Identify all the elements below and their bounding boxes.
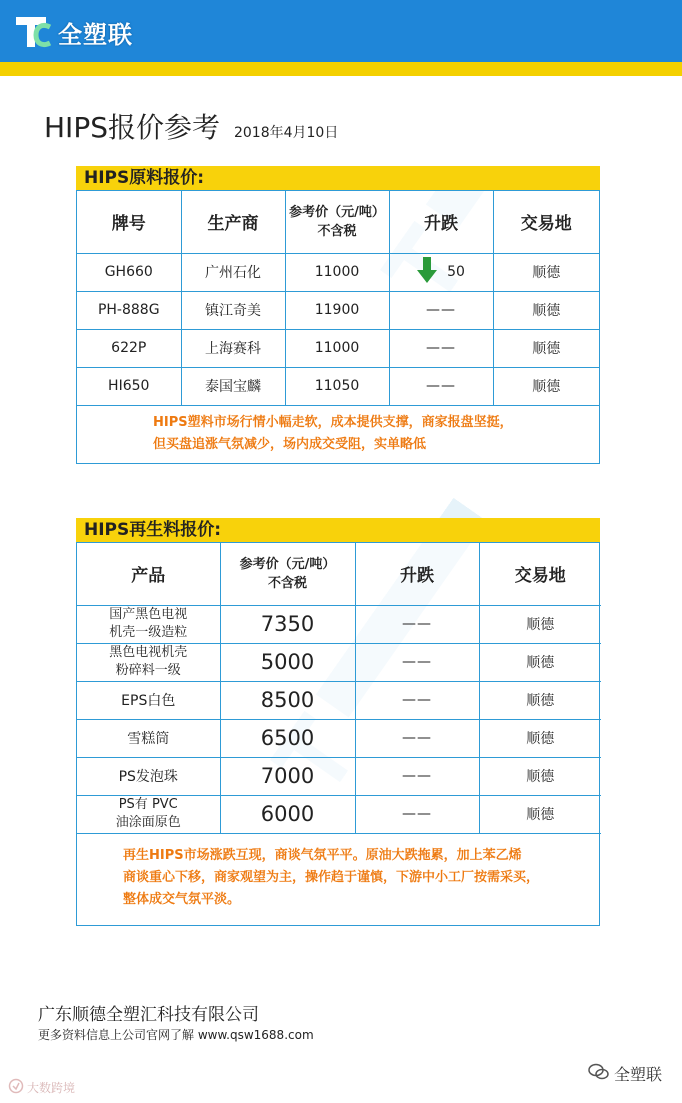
recycled-section-title: HIPS再生料报价:: [76, 518, 600, 542]
cell-producer: 镇江奇美: [181, 291, 285, 329]
cell-product-l2: 机壳一级造粒: [109, 625, 188, 640]
page-title: HIPS报价参考: [44, 111, 220, 144]
raw-note-line1: HIPS塑料市场行情小幅走软，成本提供支撑，商家报盘坚挺，: [153, 415, 513, 431]
cell-price: 11050: [285, 367, 389, 405]
title-row: [44, 106, 338, 146]
wechat-account-name: 全塑联: [614, 1065, 663, 1084]
cell-change: [389, 253, 493, 291]
cell-grade: 622P: [77, 329, 181, 367]
cell-price: 6000: [220, 795, 355, 833]
cell-price: 7350: [220, 605, 355, 643]
wechat-icon: [588, 1063, 610, 1085]
cell-product-l2: 粉碎料一级: [115, 663, 181, 678]
col-header-place: 交易地: [479, 543, 601, 605]
cell-grade: HI650: [77, 367, 181, 405]
table-row: [77, 643, 601, 681]
table-row: [77, 329, 599, 367]
cell-producer: 广州石化: [181, 253, 285, 291]
recycled-price-panel: [76, 542, 600, 926]
corner-watermark: [8, 1078, 75, 1097]
cell-product: [77, 795, 220, 833]
recycled-market-note: [77, 833, 601, 923]
cell-change: ——: [355, 605, 479, 643]
table-row: [77, 367, 599, 405]
recycled-note-line1: 再生HIPS市场涨跌互现，商谈气氛平平。原油大跌拖累，加上苯乙烯: [123, 848, 522, 864]
cell-change: ——: [355, 757, 479, 795]
recycled-price-table: [77, 543, 601, 923]
cell-change: ——: [389, 291, 493, 329]
cell-product: EPS白色: [77, 681, 220, 719]
cell-price: 5000: [220, 643, 355, 681]
cell-producer: 上海赛科: [181, 329, 285, 367]
table-row: [77, 681, 601, 719]
cell-product: 雪糕筒: [77, 719, 220, 757]
recycled-note-line3: 整体成交气氛平淡。: [123, 892, 241, 908]
col-header-grade: 牌号: [77, 191, 181, 253]
down-arrow-icon: [417, 257, 437, 287]
cell-change: ——: [389, 329, 493, 367]
cell-place: 顺德: [493, 367, 599, 405]
cell-place: 顺德: [479, 605, 601, 643]
cell-product: PS发泡珠: [77, 757, 220, 795]
cell-product-l1: PS有 PVC: [118, 797, 178, 812]
cell-price: 11900: [285, 291, 389, 329]
cell-price: 11000: [285, 253, 389, 291]
cell-price: 6500: [220, 719, 355, 757]
col-header-price: [220, 543, 355, 605]
col-header-price-l1: 参考价（元/吨）: [239, 556, 336, 572]
col-header-price-l1: 参考价（元/吨）: [289, 204, 385, 220]
cell-price: 7000: [220, 757, 355, 795]
raw-section-title: HIPS原料报价:: [76, 166, 600, 190]
raw-price-table: [77, 191, 599, 463]
col-header-price-l2: 不含税: [267, 575, 307, 591]
col-header-product: 产品: [77, 543, 220, 605]
cell-place: 顺德: [479, 795, 601, 833]
wechat-account[interactable]: [588, 1062, 662, 1085]
header-stripe: [0, 62, 682, 76]
raw-market-note: [77, 405, 599, 463]
cell-place: 顺德: [479, 681, 601, 719]
cell-place: 顺德: [493, 329, 599, 367]
cell-producer: 泰国宝麟: [181, 367, 285, 405]
cell-product-l2: 油涂面原色: [115, 815, 181, 830]
cell-product-l1: 黑色电视机壳: [109, 645, 188, 660]
col-header-change: 升跌: [389, 191, 493, 253]
table-row: [77, 253, 599, 291]
cell-place: 顺德: [493, 291, 599, 329]
col-header-price-l2: 不含税: [317, 223, 357, 239]
raw-price-panel: [76, 190, 600, 464]
brand-name: 全塑联: [58, 20, 133, 49]
col-header-change: 升跌: [355, 543, 479, 605]
table-row: [77, 719, 601, 757]
cell-price: 8500: [220, 681, 355, 719]
corner-watermark-text: 大数跨境: [27, 1081, 76, 1095]
cell-place: 顺德: [479, 757, 601, 795]
cell-product: [77, 605, 220, 643]
col-header-price: [285, 191, 389, 253]
cell-grade: GH660: [77, 253, 181, 291]
cell-place: 顺德: [479, 643, 601, 681]
cell-place: 顺德: [493, 253, 599, 291]
cell-product-l1: 国产黑色电视: [109, 607, 188, 622]
cell-change-value: 50: [447, 264, 465, 280]
table-row: [77, 795, 601, 833]
table-row: [77, 757, 601, 795]
cell-grade: PH-888G: [77, 291, 181, 329]
table-row: [77, 605, 601, 643]
footer-website-info[interactable]: 更多资料信息上公司官网了解 www.qsw1688.com: [38, 1028, 314, 1042]
brand-logo-icon: [14, 13, 54, 51]
footer-company: 广东顺德全塑汇科技有限公司: [38, 1005, 259, 1025]
report-date: 2018年4月10日: [233, 125, 339, 141]
cell-change: ——: [355, 643, 479, 681]
col-header-producer: 生产商: [181, 191, 285, 253]
brand-logo[interactable]: [14, 12, 133, 52]
cell-change: ——: [389, 367, 493, 405]
cell-change: ——: [355, 719, 479, 757]
recycled-note-line2: 商谈重心下移，商家观望为主，操作趋于谨慎，下游中小工厂按需采买，: [123, 870, 540, 886]
raw-note-line2: 但买盘追涨气氛减少，场内成交受阻，实单略低: [153, 437, 427, 453]
corner-watermark-icon: [8, 1078, 24, 1097]
cell-product: [77, 643, 220, 681]
cell-change: ——: [355, 795, 479, 833]
cell-place: 顺德: [479, 719, 601, 757]
col-header-place: 交易地: [493, 191, 599, 253]
cell-change: ——: [355, 681, 479, 719]
cell-price: 11000: [285, 329, 389, 367]
table-row: [77, 291, 599, 329]
